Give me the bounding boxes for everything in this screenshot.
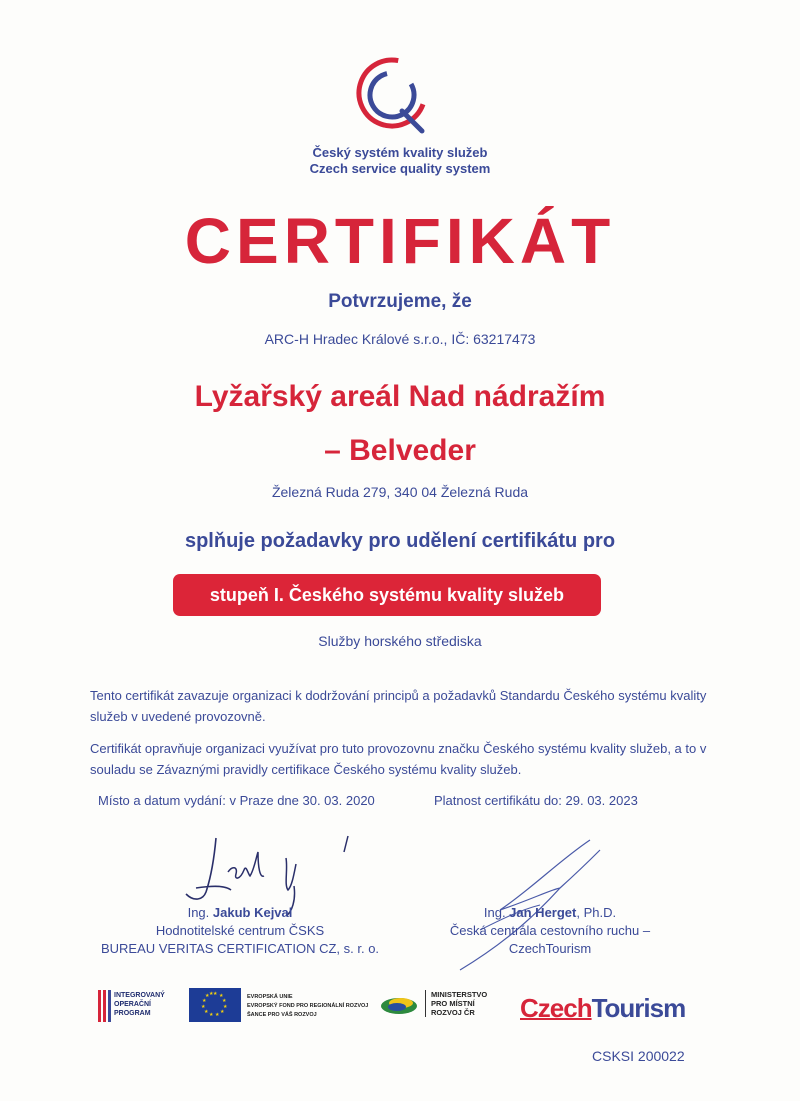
czechtourism-tourism: Tourism — [591, 993, 686, 1023]
venue-name-line2: – Belveder — [324, 434, 476, 467]
partner-logos — [98, 988, 698, 1032]
certificate-title: CERTIFIKÁT — [184, 205, 616, 277]
czechtourism-logo — [520, 993, 685, 1024]
service-type: Služby horského střediska — [318, 633, 482, 649]
svg-text:★: ★ — [220, 1009, 225, 1015]
svg-text:★: ★ — [219, 993, 224, 999]
commitment-paragraph: Tento certifikát zavazuje organizaci k dodržování principů a požadavků Standardu Českého systému kvality služeb v uvedené provozovně. — [90, 688, 707, 724]
issue-place-date: Místo a datum vydání: v Praze dne 30. 03. 2020 — [98, 793, 375, 808]
signer-right — [420, 904, 680, 958]
mmr-line-1: MINISTERSTVO — [431, 990, 488, 999]
requirements-text: splňuje požadavky pro udělení certifikátu pro — [184, 530, 616, 552]
cskq-logo-icon — [352, 55, 430, 135]
svg-text:★: ★ — [204, 1009, 209, 1015]
certification-level-badge — [173, 574, 601, 616]
system-name-cz: Český systém kvality služeb — [312, 145, 488, 160]
eu-line-3: ŠANCE PRO VÁŠ ROZVOJ — [247, 1012, 317, 1018]
svg-text:★: ★ — [202, 998, 207, 1004]
mmr-line-2: PRO MÍSTNÍ — [431, 999, 475, 1008]
eu-flag-icon — [189, 988, 241, 1022]
signer-left — [100, 904, 380, 958]
iop-bars-icon — [98, 990, 112, 1022]
iop-line-1: INTEGROVANÝ — [114, 992, 165, 999]
signer-right-suffix: , Ph.D. — [576, 905, 617, 920]
confirm-text: Potvrzujeme, že — [328, 291, 472, 312]
certificate-number: CSKSI 200022 — [592, 1048, 685, 1064]
authorization-paragraph: Certifikát opravňuje organizaci využívat pro tuto provozovnu značku Českého systému kvality služeb, a to v souladu se Závaznými pravidly certifikace Českého systému kvality služeb. — [90, 741, 707, 777]
signer-left-name: Jakub Kejval — [212, 905, 293, 920]
signer-left-company: BUREAU VERITAS CERTIFICATION CZ, s. r. o. — [100, 941, 380, 956]
svg-text:★: ★ — [205, 993, 210, 999]
signer-left-org: Hodnotitelské centrum ČSKS — [155, 923, 325, 938]
mmr-emblem-icon — [379, 988, 421, 1020]
eu-line-1: EVROPSKÁ UNIE — [247, 994, 293, 1000]
czechtourism-czech: Czech — [520, 993, 592, 1023]
iop-line-2: OPERAČNÍ — [114, 1001, 151, 1008]
company-name: ARC-H Hradec Králové s.r.o., IČ: 63217473 — [264, 331, 536, 347]
validity-date: Platnost certifikátu do: 29. 03. 2023 — [434, 793, 638, 808]
signer-right-company: CzechTourism — [508, 941, 592, 956]
certification-level-label: stupeň I. Českého systému kvality služeb — [209, 584, 565, 605]
system-name-en: Czech service quality system — [309, 161, 491, 176]
svg-text:★: ★ — [209, 1012, 214, 1018]
svg-text:★: ★ — [201, 1004, 206, 1010]
svg-text:★: ★ — [215, 1012, 220, 1018]
mmr-logo — [379, 988, 488, 1025]
signer-right-prefix: Ing. — [483, 905, 510, 920]
signer-left-prefix: Ing. — [187, 905, 213, 920]
svg-text:★: ★ — [213, 991, 218, 997]
svg-text:★: ★ — [209, 991, 214, 997]
venue-address: Železná Ruda 279, 340 04 Železná Ruda — [271, 484, 529, 500]
venue-name-line1: Lyžařský areál Nad nádražím — [194, 380, 606, 413]
mmr-line-3: ROZVOJ ČR — [431, 1008, 475, 1017]
signer-right-org: Česká centrála cestovního ruchu – — [449, 923, 651, 938]
svg-text:★: ★ — [223, 1004, 228, 1010]
iop-line-3: PROGRAM — [114, 1010, 151, 1017]
signer-right-name: Jan Herget — [509, 905, 577, 920]
eu-line-2: EVROPSKÝ FOND PRO REGIONÁLNÍ ROZVOJ — [247, 1003, 369, 1009]
svg-text:★: ★ — [222, 998, 227, 1004]
